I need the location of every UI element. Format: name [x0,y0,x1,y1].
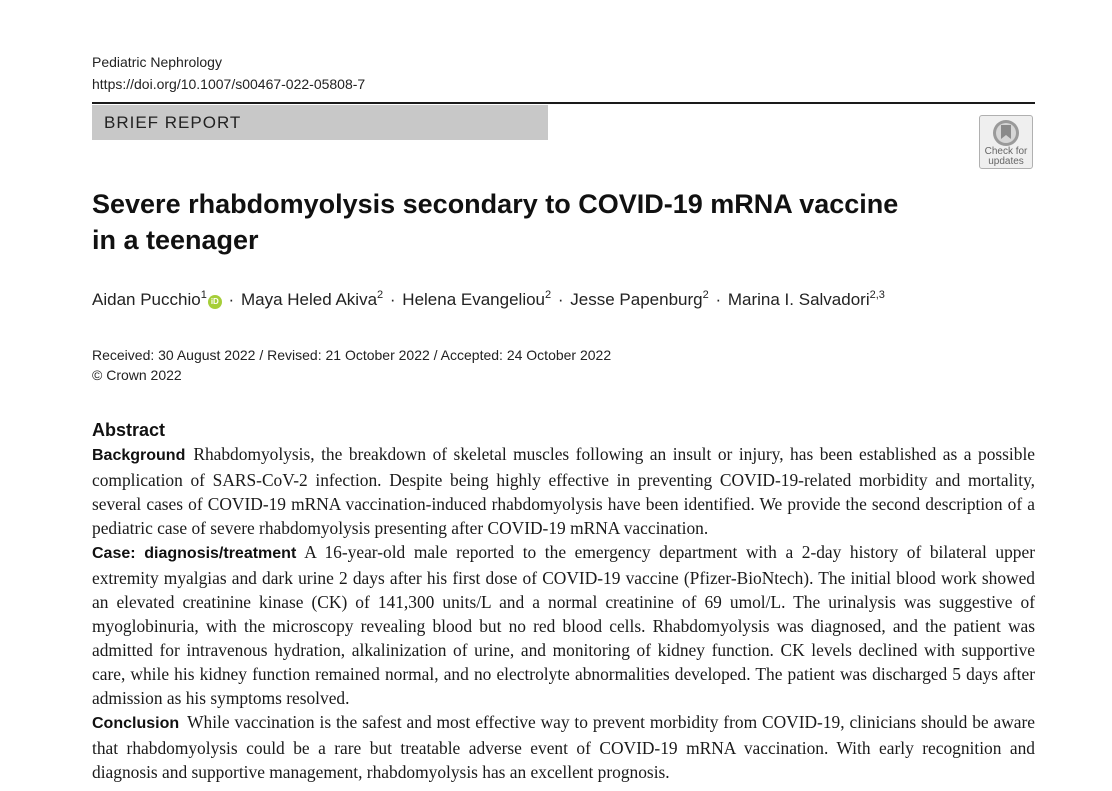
case-label: Case: diagnosis/treatment [92,545,297,562]
section-tag [92,105,548,140]
author-affiliation: 1 [200,289,207,301]
background-label: Background [92,447,186,464]
author-affiliation: 2 [377,289,384,301]
author-name[interactable]: Jesse Papenburg [570,290,703,309]
doi-link[interactable]: https://doi.org/10.1007/s00467-022-05808-7 [92,76,366,92]
case-text: A 16-year-old male reported to the emergency department with a 2-day history of bilateral upper extremity myalgias and dark urine 2 days after his first dose of COVID-19 vaccine (Pfizer-BioNtech). The initial blood work showed an elevated creatinine kinase (CK) of 141,300 units/L and a normal creatinine of 69 umol/L. The urinalysis was suggestive of myoglobinuria, with the microscopy revealing blood but no red blood cells. Rhabdomyolysis was diagnosed, and the patient was admitted for intravenous hydration, alkalinization of urine, and monitoring of kidney function. CK levels declined with supportive care, while his kidney function remained normal, and no electrolyte abnormalities developed. The patient was discharged 5 days after admission as his symptoms resolved. [92,542,1036,708]
abstract-heading: Abstract [92,420,166,440]
author-affiliation: 2 [545,289,552,301]
conclusion-text: While vaccination is the safest and most effective way to prevent morbidity from COVID-19, clinicians should be aware that rhabdomyolysis could be a rare but treatable adverse event of COVID-19 mRNA vaccination. With early recognition and diagnosis and supportive management, rhabdomyolysis has an excellent prognosis. [92,712,1035,782]
orcid-icon[interactable]: iD [208,295,222,309]
abstract-case [92,540,1035,710]
author-affiliation: 2,3 [869,289,885,301]
article-title: Severe rhabdomyolysis secondary to COVID-19 mRNA vaccine in a teenager [92,189,899,255]
header-rule [92,102,1035,104]
author-separator: · [389,290,396,309]
conclusion-label: Conclusion [92,715,180,732]
author-name[interactable]: Marina I. Salvadori [727,290,870,309]
bookmark-circle-icon [992,119,1020,147]
background-text: Rhabdomyolysis, the breakdown of skeletal muscles following an insult or injury, has been established as a possible complication of SARS-CoV-2 infection. Despite being highly effective in preventing COVID-19-related morbidity and mortality, several cases of COVID-19 mRNA vaccination-induced rhabdomyolysis have been identified. We provide the second description of a pediatric case of severe rhabdomyolysis presenting after COVID-19 mRNA vaccination. [92,444,1035,538]
copyright: © Crown 2022 [92,367,182,383]
author-name[interactable]: Helena Evangeliou [402,290,546,309]
journal-name: Pediatric Nephrology [92,54,222,70]
section-tag-label: BRIEF REPORT [104,113,242,132]
received-revised-accepted: Received: 30 August 2022 / Revised: 21 October 2022 / Accepted: 24 October 2022 [92,347,612,363]
check-updates-line2: updates [988,156,1024,167]
check-for-updates-badge[interactable] [979,115,1033,169]
author-name[interactable]: Aidan Pucchio [92,290,201,309]
abstract-background [92,442,1035,540]
author-separator: · [557,290,564,309]
author-separator: · [715,290,722,309]
abstract-conclusion [92,710,1035,784]
author-separator: · [228,290,235,309]
author-list [92,288,885,312]
check-updates-line1: Check for [984,146,1028,157]
article-dates [92,345,611,385]
journal-header [92,51,365,95]
author-name[interactable]: Maya Heled Akiva [240,290,378,309]
author-affiliation: 2 [702,289,709,301]
abstract [92,418,1035,784]
